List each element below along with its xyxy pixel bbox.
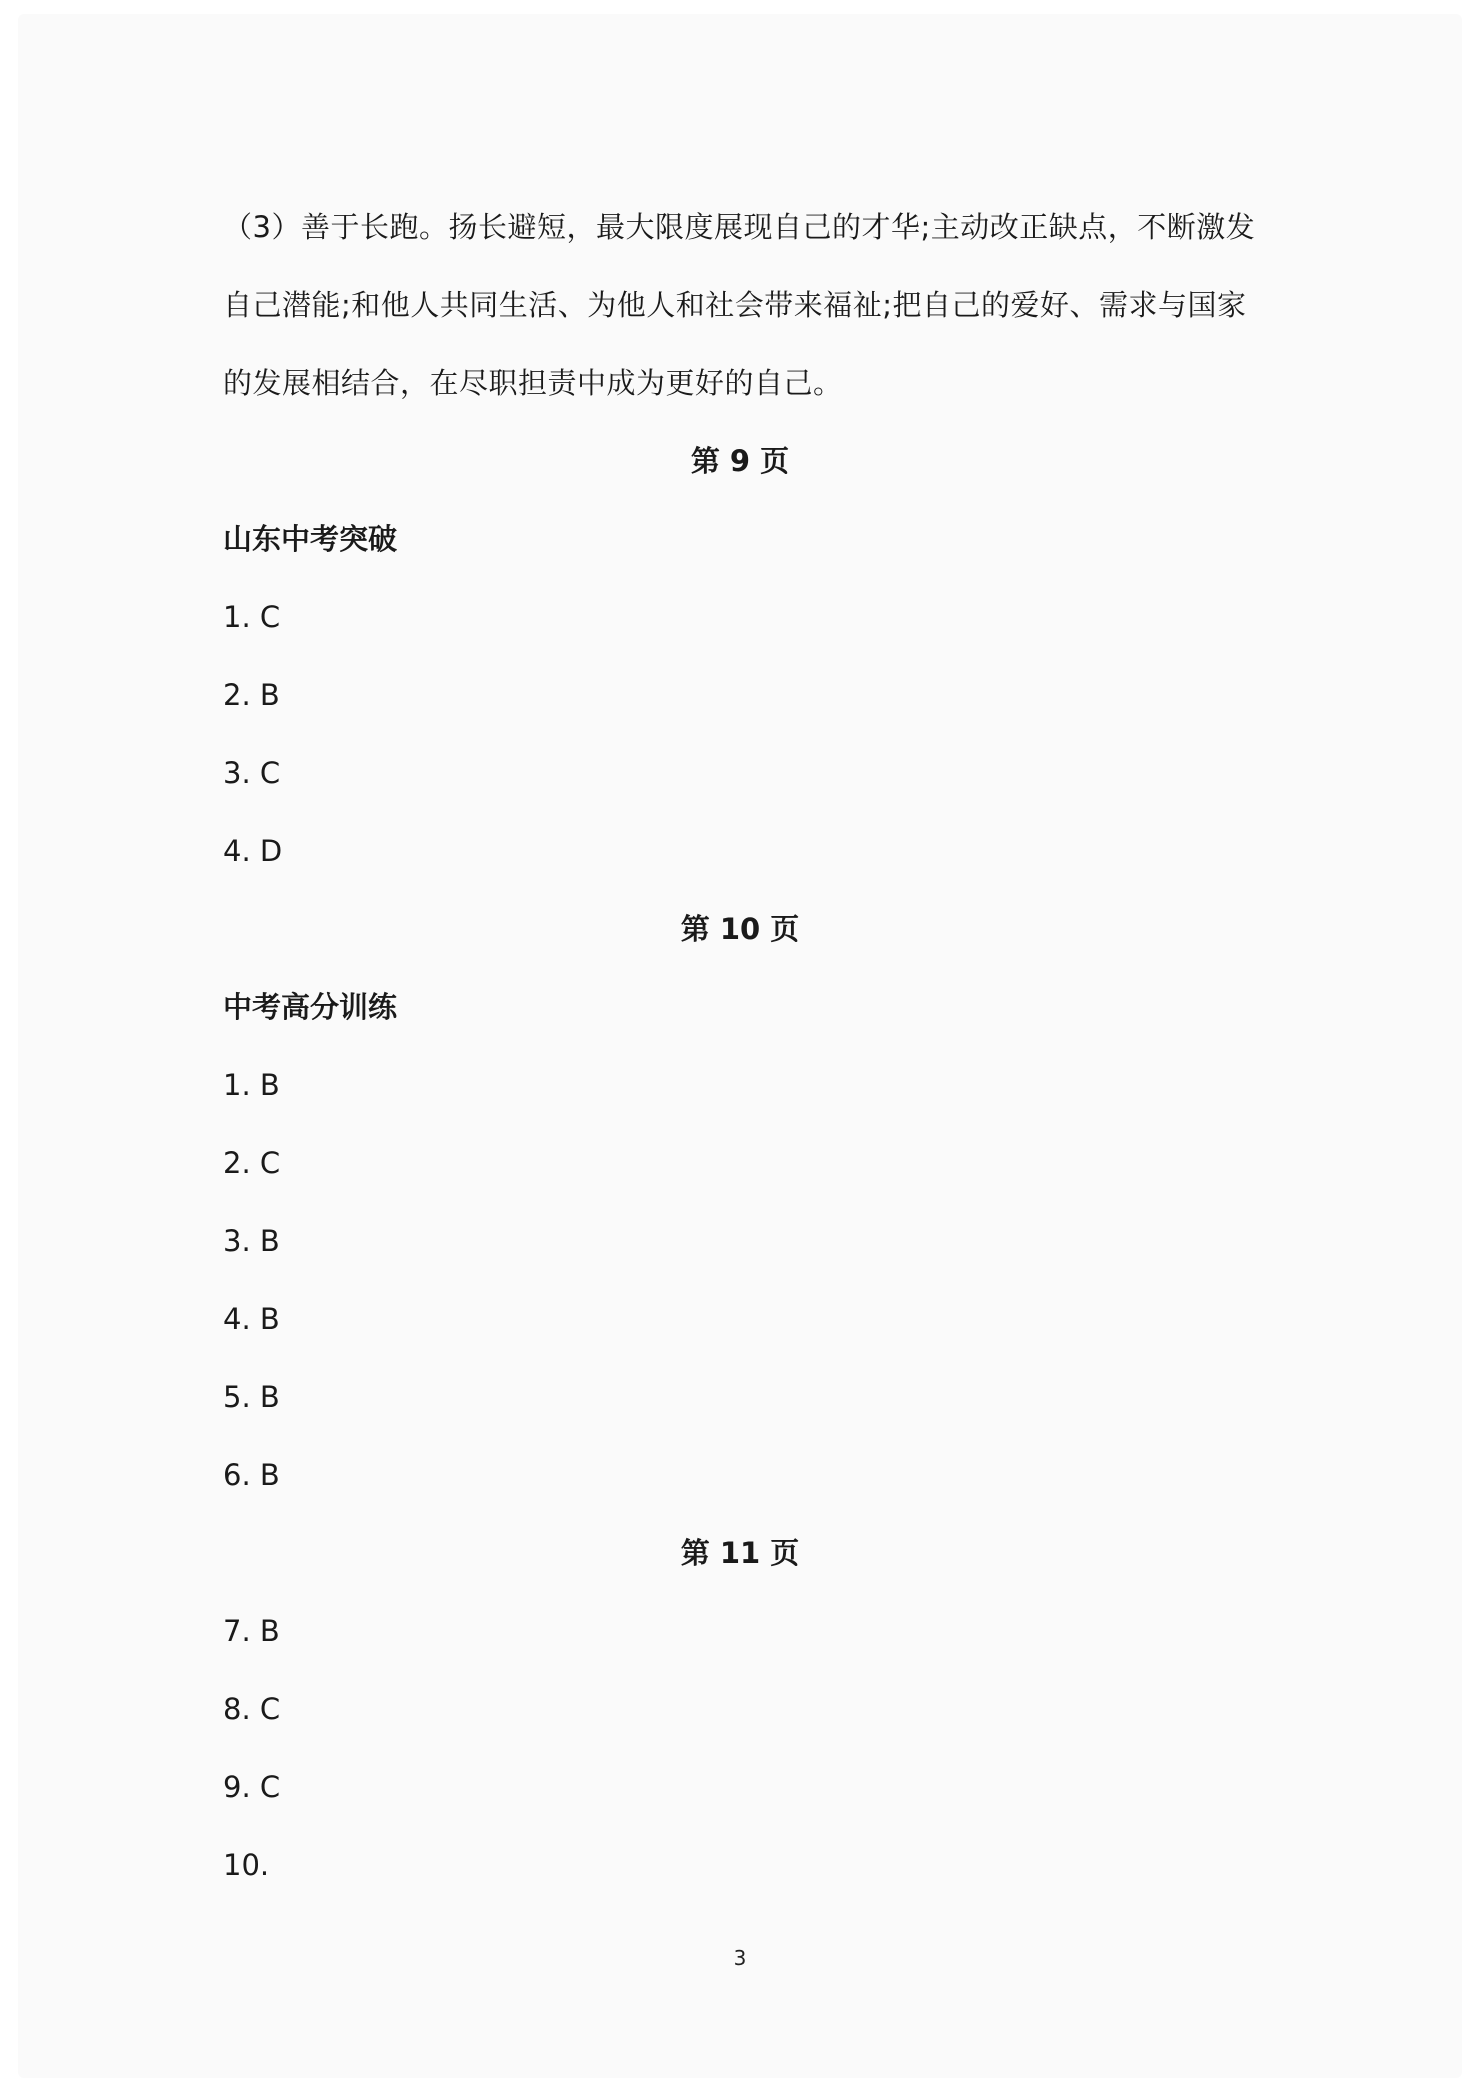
paragraph-line: 自己潜能;和他人共同生活、为他人和社会带来福祉;把自己的爱好、需求与国家: [223, 288, 1247, 322]
answer-item: 6. B: [223, 1458, 280, 1492]
answer-item: 1. B: [223, 1068, 280, 1102]
page-heading: 第 10 页: [680, 912, 800, 946]
answer-item: 5. B: [223, 1380, 280, 1414]
section-title: 中考高分训练: [223, 990, 398, 1024]
answer-item: 3. B: [223, 1224, 280, 1258]
paragraph-line: 的发展相结合，在尽职担责中成为更好的自己。: [223, 366, 843, 400]
answer-item: 3. C: [223, 756, 281, 790]
answer-item: 9. C: [223, 1770, 281, 1804]
page-number: 3: [733, 1946, 747, 1970]
section-title: 山东中考突破: [223, 522, 398, 556]
document-content: [223, 188, 1257, 1904]
answer-item: 1. C: [223, 600, 281, 634]
answer-item: 8. C: [223, 1692, 281, 1726]
answer-item: 4. B: [223, 1302, 280, 1336]
answer-item: 2. C: [223, 1146, 281, 1180]
answer-item: 10.: [223, 1848, 270, 1882]
paragraph-line: （3）善于长跑。扬长避短，最大限度展现自己的才华;主动改正缺点，不断激发: [223, 210, 1256, 244]
answer-item: 7. B: [223, 1614, 280, 1648]
answer-item: 2. B: [223, 678, 280, 712]
page-heading: 第 9 页: [690, 444, 790, 478]
page-heading: 第 11 页: [680, 1536, 800, 1570]
answer-item: 4. D: [223, 834, 283, 868]
